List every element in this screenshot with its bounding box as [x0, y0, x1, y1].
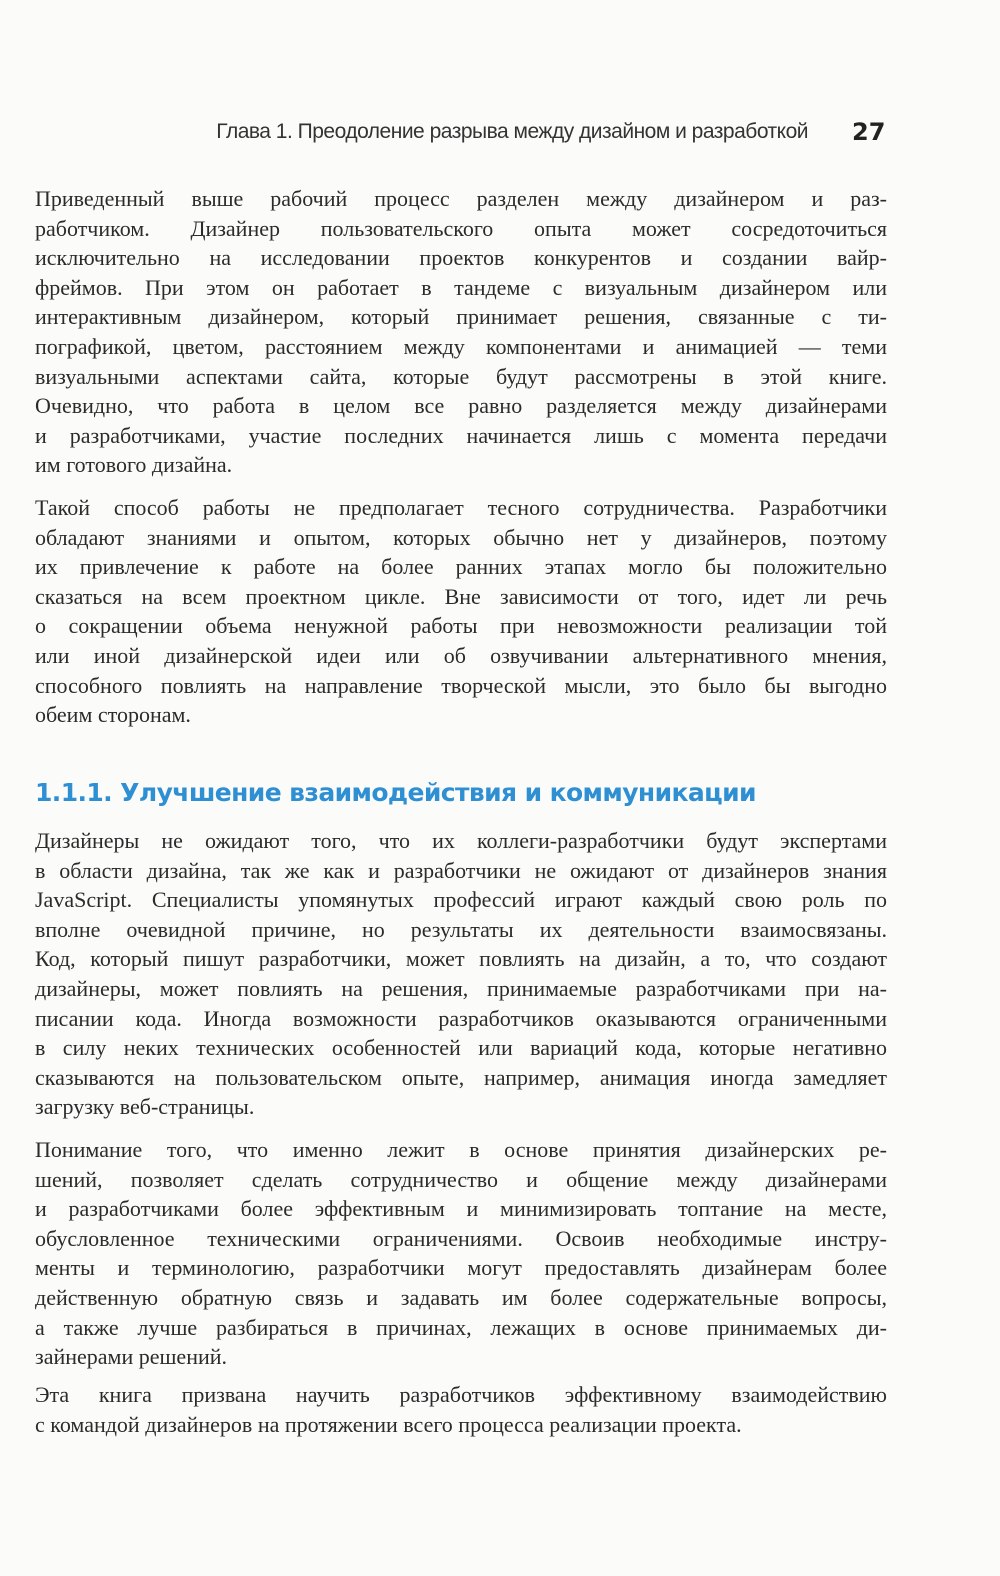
text-line: исключительно на исследовании проектов конкурентов и создании вайр-	[35, 245, 887, 271]
text-line: Эта книга призвана научить разработчиков эффективному взаимодействию	[35, 1382, 887, 1407]
paragraph	[35, 1135, 887, 1372]
text-line: и разработчиками более эффективным и минимизировать топтание на месте,	[35, 1196, 887, 1222]
text-line: а также лучше разбираться в причинах, лежащих в основе принимаемых ди-	[35, 1314, 887, 1340]
text-line: или иной дизайнерской идеи или об озвучивании альтернативного мнения,	[35, 642, 887, 668]
text-line: зайнерами решений.	[35, 1344, 228, 1370]
text-line: пографикой, цветом, расстоянием между компонентами и анимацией — теми	[35, 333, 887, 359]
text-line: Очевидно, что работа в целом все равно разделяется между дизайнерами	[35, 393, 887, 419]
text-line: способного повлиять на направление творческой мысли, это было бы выгодно	[35, 672, 887, 698]
text-line: вполне очевидной причине, но результаты их деятельности взаимосвязаны.	[35, 916, 887, 942]
text-line: действенную обратную связь и задавать им более содержательные вопросы,	[35, 1284, 887, 1310]
text-line: визуальными аспектами сайта, которые будут рассмотрены в этой книге.	[35, 363, 887, 389]
text-line: сказаться на всем проектном цикле. Вне зависимости от того, идет ли речь	[35, 583, 887, 609]
text-line: JavaScript. Специалисты упомянутых профессий играют каждый свою роль по	[35, 887, 887, 913]
text-line: Код, который пишут разработчики, может повлиять на дизайн, а то, что создают	[35, 946, 887, 972]
text-line: о сокращении объема ненужной работы при невозможности реализации той	[35, 613, 887, 639]
text-line: работчиком. Дизайнер пользовательского опыта может сосредоточиться	[35, 215, 887, 241]
text-line: Понимание того, что именно лежит в основе принятия дизайнерских ре-	[35, 1137, 887, 1162]
text-line: и разработчиками, участие последних начинается лишь с момента передачи	[35, 422, 887, 448]
text-line: писании кода. Иногда возможности разработчиков оказываются ограниченными	[35, 1005, 887, 1031]
paragraph	[35, 1380, 887, 1439]
text-line: шений, позволяет сделать сотрудничество и общение между дизайнерами	[35, 1166, 887, 1192]
text-line: обладают знаниями и опытом, которых обычно нет у дизайнеров, поэтому	[35, 524, 887, 550]
chapter-title: Глава 1. Преодоление разрыва между дизайном и разработкой	[216, 120, 808, 143]
text-line: фреймов. При этом он работает в тандеме с визуальным дизайнером или	[35, 274, 887, 300]
page-number: 27	[852, 118, 886, 146]
text-line: Такой способ работы не предполагает тесного сотрудничества. Разработчики	[35, 495, 887, 520]
text-line: менты и терминологию, разработчики могут предоставлять дизайнерам более	[35, 1255, 887, 1281]
text-line: в силу неких технических особенностей или вариаций кода, которые негативно	[35, 1035, 887, 1061]
text-line: Дизайнеры не ожидают того, что их коллеги-разработчики будут экспертами	[35, 828, 887, 853]
paragraph	[35, 184, 887, 480]
text-line: в области дизайна, так же как и разработчики не ожидают от дизайнеров знания	[35, 857, 887, 883]
text-line: интерактивным дизайнером, который принимает решения, связанные с ти-	[35, 304, 887, 330]
text-line: их привлечение к работе на более ранних этапах могло бы положительно	[35, 554, 887, 580]
paragraph	[35, 493, 887, 730]
text-line: им готового дизайна.	[35, 452, 233, 478]
paragraph	[35, 826, 887, 1122]
text-line: обеим сторонам.	[35, 702, 191, 728]
text-line: сказываются на пользовательском опыте, например, анимация иногда замедляет	[35, 1064, 887, 1090]
text-line: Приведенный выше рабочий процесс разделен между дизайнером и раз-	[35, 186, 887, 211]
text-line: дизайнеры, может повлиять на решения, принимаемые разработчиками при на-	[35, 975, 887, 1001]
text-line: загрузку веб-страницы.	[35, 1094, 255, 1120]
running-header	[0, 118, 1000, 150]
text-line: с командой дизайнеров на протяжении всего процесса реализации проекта.	[35, 1411, 742, 1437]
section-heading: 1.1.1. Улучшение взаимодействия и коммуникации	[35, 778, 756, 807]
text-line: обусловленное техническими ограничениями. Освоив необходимые инстру-	[35, 1225, 887, 1251]
